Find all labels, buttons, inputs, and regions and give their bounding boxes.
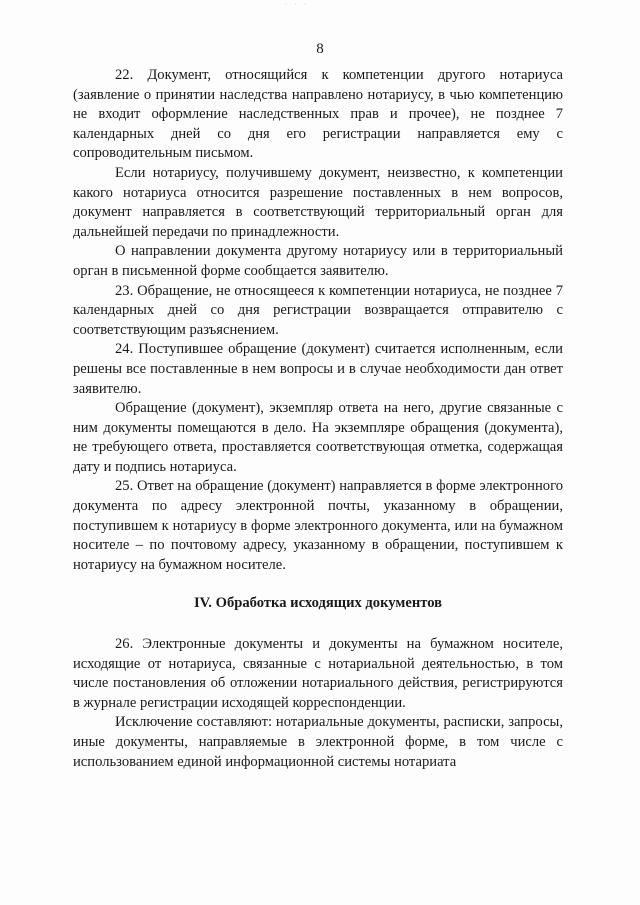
paragraph-26-exceptions: Исключение составляют: нотариальные документы, расписки, запросы, иные документы, направляемые в электронной форме, в том числе с использованием единой информационной системы нотариата xyxy=(73,714,563,770)
paragraph-22-continuation: Если нотариусу, получившему документ, неизвестно, к компетенции какого нотариуса относится разрешение поставленных в нем вопросов, документ направляется в соответствующий территориальный орган для дальнейшей передачи по принадлежности. xyxy=(73,164,563,240)
page-number: 8 xyxy=(316,41,324,57)
paragraph-26: 26. Электронные документы и документы на бумажном носителе, исходящие от нотариуса, связанные с нотариальной деятельностью, в том числе постановления об отложении нотариального действия, регистрируются в журнале регистрации исходящей корреспонденции. xyxy=(73,636,563,711)
paragraph-23: 23. Обращение, не относящееся к компетенции нотариуса, не позднее 7 календарных дней со дня регистрации возвращается отправителю с соответствующим разъяснением. xyxy=(73,282,563,338)
section-heading: IV. Обработка исходящих документов xyxy=(193,595,443,612)
paragraph-25: 25. Ответ на обращение (документ) направляется в форме электронного документа по адресу электронной почты, указанному в обращении, поступившем к нотариусу в форме электронного документа, или на бумажном носителе – по почтовому адресу, указанному в обращении, поступившем к нотариусу на бумажном носителе. xyxy=(73,478,563,573)
scan-artifact: · · · xyxy=(285,2,309,8)
paragraph-24: 24. Поступившее обращение (документ) считается исполненным, если решены все поставленные в нем вопросы и в случае необходимости дан ответ заявителю. xyxy=(73,341,563,397)
paragraph-24-continuation: Обращение (документ), экземпляр ответа на него, другие связанные с ним документы помещаются в дело. На экземпляре обращения (документа), не требующего ответа, проставляется соответствующая отметка, содержащая дату и подпись нотариуса. xyxy=(73,400,563,475)
document-body xyxy=(73,66,563,772)
paragraph-22: 22. Документ, относящийся к компетенции другого нотариуса (заявление о принятии наследства направлено нотариусу, в чью компетенцию не входит оформление наследственных прав и прочее), не позднее 7 календарных дней со дня его регистрации направляется ему с сопроводительным письмом. xyxy=(73,67,563,162)
paragraph-22-notice: О направлении документа другому нотариусу или в территориальный орган в письменной форме сообщается заявителю. xyxy=(73,243,563,279)
